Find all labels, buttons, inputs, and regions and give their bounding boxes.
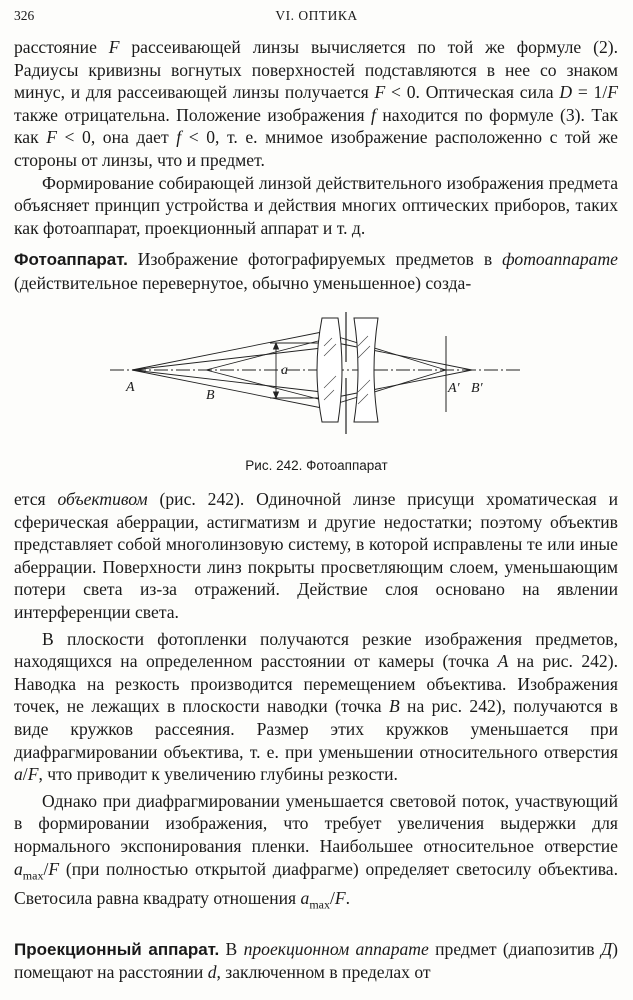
italic-run: проекционном аппарате	[243, 938, 429, 959]
italic-run: фотоаппарате	[502, 249, 618, 270]
subscript: max	[22, 868, 44, 883]
figure-camera-diagram	[110, 312, 520, 438]
paragraph-photo-camera: Фотоаппарат. Изображение фотографируемых предметов в фотоаппарате (действительное перевернутое, обычно уменьшенное) созда-	[14, 249, 618, 293]
run-in-heading: Фотоаппарат.	[14, 250, 128, 270]
italic-run: Д	[600, 938, 613, 959]
subscript: max	[309, 897, 330, 912]
lens-objective	[317, 312, 378, 434]
run-in-heading: Проекционный аппарат.	[14, 939, 220, 959]
paragraph: расстояние F рассеивающей линзы вычисляется по той же формуле (2). Радиусы кривизны вогнутых поверхностей подставляются в нее со знаком минус, и для рассеивающей линзы получается F < 0. Оптическая сила D = 1/F также отрицательна. Положение изображения f находится по формуле (3). Так как F < 0, она дает f < 0, т. е. мнимое изображение расположенно с той же стороны от линзы, что и предмет.	[14, 37, 618, 170]
italic-run: F	[607, 82, 618, 103]
label-A: A	[126, 380, 135, 395]
paragraph: ется объективом (рис. 242). Одиночной линзе присущи хроматическая и сферическая аберрации, астигматизм и другие недостатки; поэтому объектив представляет собой многолинзовую систему, в которой исправлены те или иные аберрации. Поверхности линз покрыты просветляющим слоем, уменьшающим потери света из-за отражений. Действие слоя основано на явлении интерференции света.	[14, 489, 618, 622]
italic-run: объективом	[57, 489, 148, 509]
italic-run: a	[14, 858, 23, 879]
page-number: 326	[14, 8, 35, 23]
paragraph: Формирование собирающей линзой действительного изображения предмета объясняет принцип устройства и действия многих оптических приборов, таких как фотоаппарат, проекционный аппарат и т. д.	[14, 172, 618, 238]
italic-run: B	[388, 696, 400, 717]
label-B: B	[206, 388, 215, 403]
text-block-bottom	[14, 488, 618, 984]
chapter-title: VI. ОПТИКА	[275, 8, 358, 23]
italic-run: f	[176, 127, 182, 148]
italic-run: F	[108, 37, 120, 57]
paragraph: Однако при диафрагмировании уменьшается световой поток, участвующий в формировании изображения, что требует увеличения выдержки для нормального экспонирования пленки. Наибольшее относительное отверстие $a_{max}/F$ (при полностью открытой диафрагме) определяет светосилу объектива. Светосила равна квадрату отношения $a_{max}/F$.	[14, 790, 618, 912]
label-a: a	[281, 363, 288, 378]
italic-run: f	[371, 104, 376, 125]
italic-run: D	[559, 82, 573, 103]
italic-run: A	[497, 651, 509, 672]
figure-caption: Рис. 242. Фотоаппарат	[245, 458, 388, 473]
italic-run: F	[46, 127, 57, 148]
paragraph-projector: Проекционный аппарат. В проекционном аппарате предмет (диапозитив Д) помещают на расстоянии d, заключенном в пределах от	[14, 938, 618, 983]
italic-run: a	[14, 764, 23, 785]
italic-run: F	[334, 887, 346, 908]
label-A-prime: A′	[448, 381, 460, 396]
italic-run: F	[27, 764, 39, 785]
page-header	[14, 8, 619, 28]
paragraph: В плоскости фотопленки получаются резкие изображения предметов, находящихся на определенном расстоянии от камеры (точка A на рис. 242). Наводка на резкость производится перемещением объектива. Изображения точек, не лежащих в плоскости наводки (точка B на рис. 242), получаются в виде кружков рассеяния. Размер этих кружков уменьшается при диафрагмировании объектива, т. е. при уменьшении относительного отверстия a/F, что приводит к увеличению глубины резкости.	[14, 628, 618, 785]
italic-run: F	[48, 858, 60, 879]
italic-run: a	[300, 887, 310, 908]
italic-run: F	[374, 82, 386, 103]
label-B-prime: B′	[471, 381, 483, 396]
italic-run: d	[207, 962, 217, 983]
text-block-top	[14, 36, 618, 295]
